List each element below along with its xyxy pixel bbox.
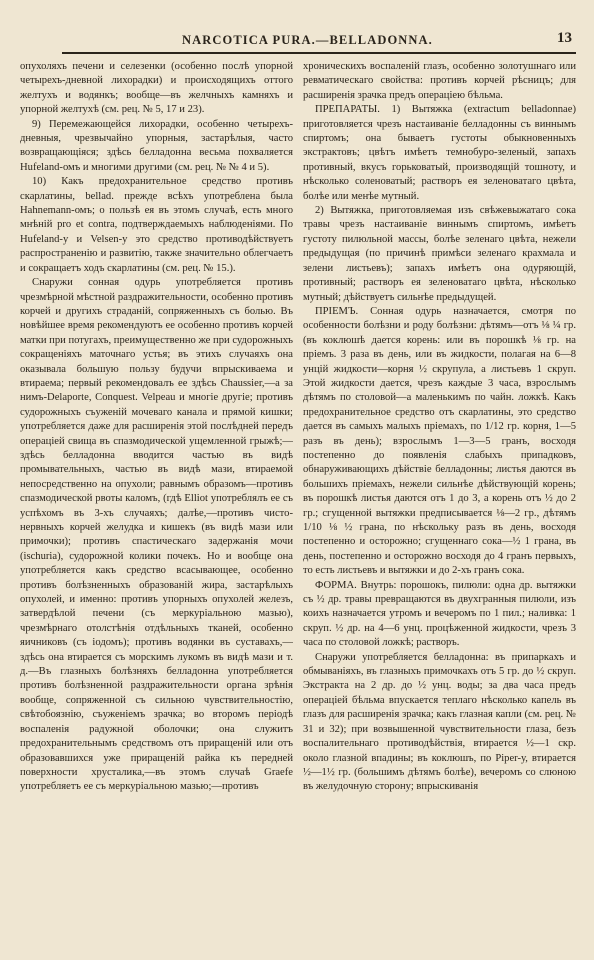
paragraph: Снаружи сонная одурь употребляется противъ чрезмѣрной мѣстной раздражительности, особенно противъ корчей и другихъ страданій, сопряженныхъ съ болью. Въ новѣйшее время рекомендуютъ ее особенно противъ корчей матки при потугахъ, преимущественно же при судорожныхъ сокращеніяхъ маточнаго устья; въ этихъ случаяхъ она оказывала большую пользу будучи впрыскиваема и втираема; первый рекомендовалъ ее здѣсь Chaussier,—а за нимъ-Delaporte, Conquest. Velpeau и многіе другіе; противъ судорожныхъ съуженій мочеваго канала и прямой кишки; употребляется даже для расширенія этой послѣдней передъ операціей свища въ спазмодической ущемленной грыжѣ;—здѣсь белладонна вводится частью въ видѣ промывательныхъ, частью въ видѣ мази, втираемой непосредственно на опухоли; равнымъ образомъ—противъ спазмодической рвоты каломъ, (гдѣ Elliot употреблялъ ее съ успѣхомъ въ 3-хъ случаяхъ; далѣе,—противъ чисто-нервныхъ корчей желудка и кишекъ (въ видѣ мази или примочки); противъ спастическаго задержанія мочи (ischuria), судорожной колики почекъ. Но и вообще она употребляется какъ средство всасывающее, особенно противъ болѣзненныхъ образованій жира, застарѣлыхъ опухолей, и именно: противъ упорныхъ опухолей железъ, затвердѣлой печени (съ меркуріальною мазью), чрезмѣрнаго отолстѣнія отдѣльныхъ тканей, особенно яичниковъ (съ іодомъ); противъ водянки въ суставахъ,—здѣсь она втирается съ морскимъ лукомъ въ видѣ мази и т. д.—Въ глазныхъ болѣзняхъ белладонна употребляется противъ болѣзненной раздражительности органа зрѣнія вообще, сопряженной съ сильною чувствительностію, свѣтобоязнію, съуженіемъ зрачка; во второмъ періодѣ воспаленія радужной оболочки; она служитъ предохранительнымъ средствомъ отъ приращеній или отъ образовавшихся уже приращеній райка къ передней поверхности хрусталика,—въ этомъ случаѣ Graefe употребляетъ ее съ меркуріальною мазью;—противъ: [20, 277, 293, 793]
running-title: NARCOTICA PURA.—BELLADONNA.: [182, 33, 433, 47]
paragraph: ПРІЕМЪ. Сонная одурь назначается, смотря по особенности болѣзни и роду болѣзни: дѣтямъ—отъ ⅛ ¼ гр. (въ коклюшѣ дается корень: или въ порошкѣ ⅛ гр. на пріемъ. 3 раза въ день, или въ жидкости, полагая на 6—8 унцій жидкости—корня ½ скрупула, а листьевъ 1 скруп. Этой жидкости дается, чрезъ каждые 3 часа, взрослымъ дѣтямъ по столовой—а маленькимъ по чайн. ложкѣ. Какъ предохранительное средство отъ скарлатины, это средство дается въ самыхъ малыхъ пріемахъ, по 1/12 гр. корня, 1—5 разъ въ день); взрослымъ 1—3—5 гранъ, восходя постепенно до появленія слабыхъ припадковъ, обнаруживающихъ дѣйствіе белладонны; листья даются въ большихъ пріемахъ, нежели сильнѣе дѣйствующій корень; въ порошкѣ листья даются отъ 1 до 3, а корень отъ ½ до 2 гр.; сгущенной вытяжки предписывается ⅛—2 гр., дѣтямъ 1/10 ⅛ ½ грана, по нѣскольку разъ въ день, восходя постепенно и осторожно; сгущеннаго сока—½ 1 грана, въ день, постепенно и осторожно восходя до 4 гранъ первыхъ, то есть листьевъ и вытяжки и до 2-хъ гранъ сока.: [303, 305, 576, 577]
page-header: [62, 30, 576, 54]
page-number: 13: [557, 30, 572, 46]
left-column: [20, 60, 293, 795]
paragraph: ПРЕПАРАТЫ. 1) Вытяжка (extractum belladonnae) приготовляется чрезъ настаиваніе белладонны съ виннымъ спиртомъ; она бываетъ густоты обыкновенныхъ экстрактовъ; цвѣтъ имѣетъ темнобуро-зеленый, запахъ противный, вкусъ горьковатый, производящій тошноту, и нѣсколько соленоватый; растворъ ея зеленоватаго цвѣта, болѣе или менѣе мутный.: [303, 104, 576, 202]
paragraph: хроническихъ воспаленій глазъ, особенно золотушнаго или ревматическаго свойства: противъ корчей рѣсницъ; для расширенія зрачка предъ операціею бѣльма.: [303, 61, 576, 101]
right-column: [303, 60, 576, 795]
paragraph: ФОРМА. Внутрь: порошокъ, пилюли: одна др. вытяжки съ ½ др. травы превращаются въ двухгранныя пилюли, изъ коихъ назначается утромъ и вечеромъ по 1 пил.; наливка: 1 скруп. ½ др. на 4—6 унц. процѣженной жидкости, чрезъ 3 часа по столовой ложкѣ; растворъ.: [303, 579, 576, 649]
paragraph: 10) Какъ предохранительное средство противъ скарлатины, bellad. прежде всѣхъ употреблена была Hahnemann-омъ; о пользѣ ея въ этомъ случаѣ, есть много мнѣній pro et contra, подтверждаемыхъ наблюденіями. По Hufeland-у и Velsen-у это средство противодѣйствуетъ распространенію и развитію, также значительно облегчаетъ и сокращаетъ ходъ скарлатины (см. рец. № 15.).: [20, 176, 293, 274]
paragraph: опухоляхъ печени и селезенки (особенно послѣ упорной четырехъ-дневной лихорадки) и происходящихъ оттого желтухъ и водянкъ; вообще—въ желчныхъ камняхъ и упорной желтухѣ (см. рец. № 5, 17 и 23).: [20, 61, 293, 116]
text-columns: [20, 60, 576, 795]
paragraph: 9) Перемежающейся лихорадки, особенно четырехъ-дневныя, чрезвычайно упорныя, застарѣлыя, часто возвращающіяся; здѣсь белладонна весьма похваляется Hufeland-омъ и многими другими (см. рец. № № 4 и 5).: [20, 118, 293, 173]
paragraph: Снаружи употребляется белладонна: въ припаркахъ и обмываніяхъ, въ глазныхъ примочкахъ отъ 5 гр. до ½ скруп. Экстракта на 2 др. до ½ унц. воды; за два часа предъ операціей бѣльма впускается теплаго нѣсколько капель въ глазъ для расширенія зрачка; какъ глазная капли (см. рец. № 31 и 32); при возвышенной чувствительности глаза, безъ воспалительнаго противодѣйствія, втирается ½—1 скр. около глазной впадины; въ коклюшъ, по Piper-у, втирается ½—1½ гр. (большимъ дѣтямъ болѣе), вечеромъ со слюною въ желудочную сторону; впрыскиванія: [303, 651, 576, 793]
paragraph: 2) Вытяжка, приготовляемая изъ свѣжевыжатаго сока травы чрезъ настаиваніе виннымъ спиртомъ, имѣетъ густоту пилюльной массы, болѣе зеленаго цвѣта, нежели предыдущая (по причинѣ примѣси зеленаго крахмала и зелени листьевъ); запахъ имѣетъ она одуряющій, противный; растворъ ея зеленоватаго цвѣта, нѣсколько мутный; дѣйствуетъ сильнѣе предыдущей.: [303, 205, 576, 303]
